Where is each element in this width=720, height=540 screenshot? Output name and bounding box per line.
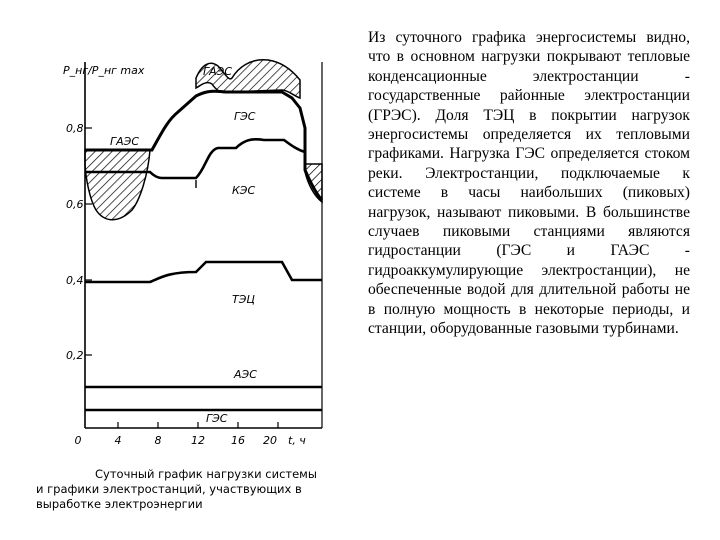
tec-curve	[85, 262, 322, 282]
y-tick-0-6: 0,6	[66, 198, 84, 211]
x-tick-20: 20	[263, 434, 277, 447]
label-ges: ГЭС	[234, 110, 256, 123]
x-tick-8: 8	[154, 434, 162, 447]
x-tick-4: 4	[114, 434, 122, 447]
x-tick-16: 16	[231, 434, 245, 447]
x-tick-12: 12	[191, 434, 205, 447]
body-paragraph: Из суточного графика энергосистемы видно, что в основном нагрузки покрывают тепловые конденсационные электростанции - государственные районные электростанции (ГРЭС). Доля ТЭЦ в покрытии нагрузок энергосистемы определяется их тепловыми графиками. Нагрузка ГЭС определяется стоком реки. Электростанции, подключаемые к системе в часы наибольших (пиковых) нагрузок, называют пиковыми. В большинстве случаев пиковыми станциями являются гидростанции (ГЭС и ГАЭС - гидроаккумулирующие электростанции), не обеспеченные водой для длительной работы не в полную мощность в некоторые периоды, и станции, оборудованные газовыми турбинами.	[368, 29, 690, 338]
y-axis-label: P_нг/P_нг max	[63, 64, 145, 77]
gaes-pump-hatch	[85, 150, 150, 220]
y-tick-0-2: 0,2	[66, 349, 84, 362]
y-tick-labels	[66, 122, 84, 362]
label-tec: ТЭЦ	[232, 293, 255, 306]
label-kes: КЭС	[232, 184, 256, 197]
label-ges-bottom: ГЭС	[206, 412, 228, 425]
label-aes: АЭС	[234, 368, 257, 381]
region-labels	[110, 65, 257, 425]
label-gaes-top: ГАЭС	[203, 65, 233, 78]
label-gaes-left: ГАЭС	[110, 135, 140, 148]
graph-frame	[85, 62, 322, 428]
y-tick-0-4: 0,4	[66, 274, 84, 287]
caption-line-1: Суточный график нагрузки системы	[95, 467, 317, 481]
x-axis-label: t, ч	[288, 434, 306, 447]
x-tick-0: 0	[74, 434, 82, 447]
caption-line-3: выработке электроэнергии	[36, 497, 203, 511]
caption-line-2: и графики электростанций, участвующих в	[36, 482, 302, 496]
x-tick-labels	[75, 434, 278, 447]
figure-caption	[36, 467, 317, 511]
y-tick-0-8: 0,8	[66, 122, 84, 135]
